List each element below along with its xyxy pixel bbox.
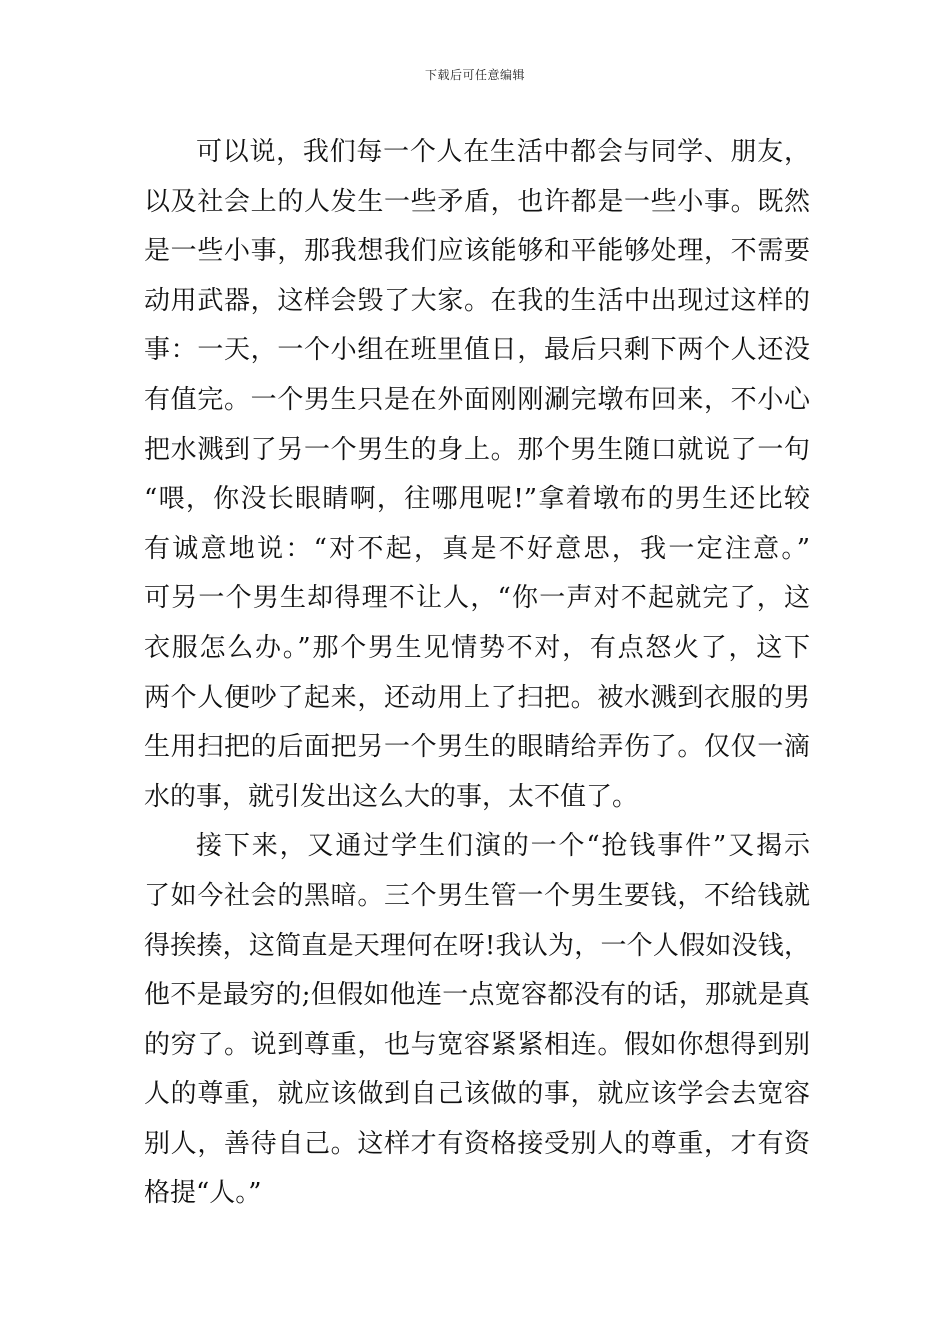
text-line: 得挨揍，这简直是天理何在呀!我认为，一个人假如没钱， — [144, 930, 810, 961]
text-line: 他不是最穷的;但假如他连一点宽容都没有的话，那就是真 — [144, 980, 810, 1011]
text-line: 两个人便吵了起来，还动用上了扫把。被水溅到衣服的男 — [144, 682, 810, 713]
text-line: 别人，善待自己。这样才有资格接受别人的尊重，才有资 — [144, 1128, 810, 1159]
page-header: 下载后可任意编辑 — [424, 68, 525, 82]
text-line: 是一些小事，那我想我们应该能够和平能够处理，不需要 — [144, 236, 810, 267]
paragraph-1 — [144, 128, 810, 822]
text-line: 把水溅到了另一个男生的身上。那个男生随口就说了一句 — [144, 434, 810, 465]
text-line: 的穷了。说到尊重，也与宽容紧紧相连。假如你想得到别 — [144, 1029, 810, 1060]
text-line: 水的事，就引发出这么大的事，太不值了。 — [144, 781, 639, 812]
text-line: 格提“人。” — [144, 1178, 262, 1209]
text-line: 有值完。一个男生只是在外面刚刚涮完墩布回来，不小心 — [144, 384, 810, 415]
text-line: 人的尊重，就应该做到自己该做的事，就应该学会去宽容 — [144, 1079, 810, 1110]
text-line: 可以说，我们每一个人在生活中都会与同学、朋友， — [196, 137, 810, 167]
document-body — [144, 128, 810, 1219]
text-line: 了如今社会的黑暗。三个男生管一个男生要钱，不给钱就 — [144, 880, 810, 911]
text-line: “喂，你没长眼睛啊，往哪甩呢!”拿着墩布的男生还比较 — [144, 484, 810, 515]
text-line: 以及社会上的人发生一些矛盾，也许都是一些小事。既然 — [144, 186, 810, 217]
text-line: 事：一天，一个小组在班里值日，最后只剩下两个人还没 — [144, 335, 810, 366]
text-line: 有诚意地说：“对不起，真是不好意思，我一定注意。” — [144, 533, 810, 564]
text-line: 接下来，又通过学生们演的一个“抢钱事件”又揭示 — [196, 831, 810, 862]
paragraph-2 — [144, 822, 810, 1219]
text-line: 衣服怎么办。”那个男生见情势不对，有点怒火了，这下 — [144, 632, 810, 663]
text-line: 生用扫把的后面把另一个男生的眼睛给弄伤了。仅仅一滴 — [144, 732, 810, 763]
text-line: 可另一个男生却得理不让人，“你一声对不起就完了，这 — [144, 583, 810, 614]
text-line: 动用武器，这样会毁了大家。在我的生活中出现过这样的 — [144, 285, 810, 316]
